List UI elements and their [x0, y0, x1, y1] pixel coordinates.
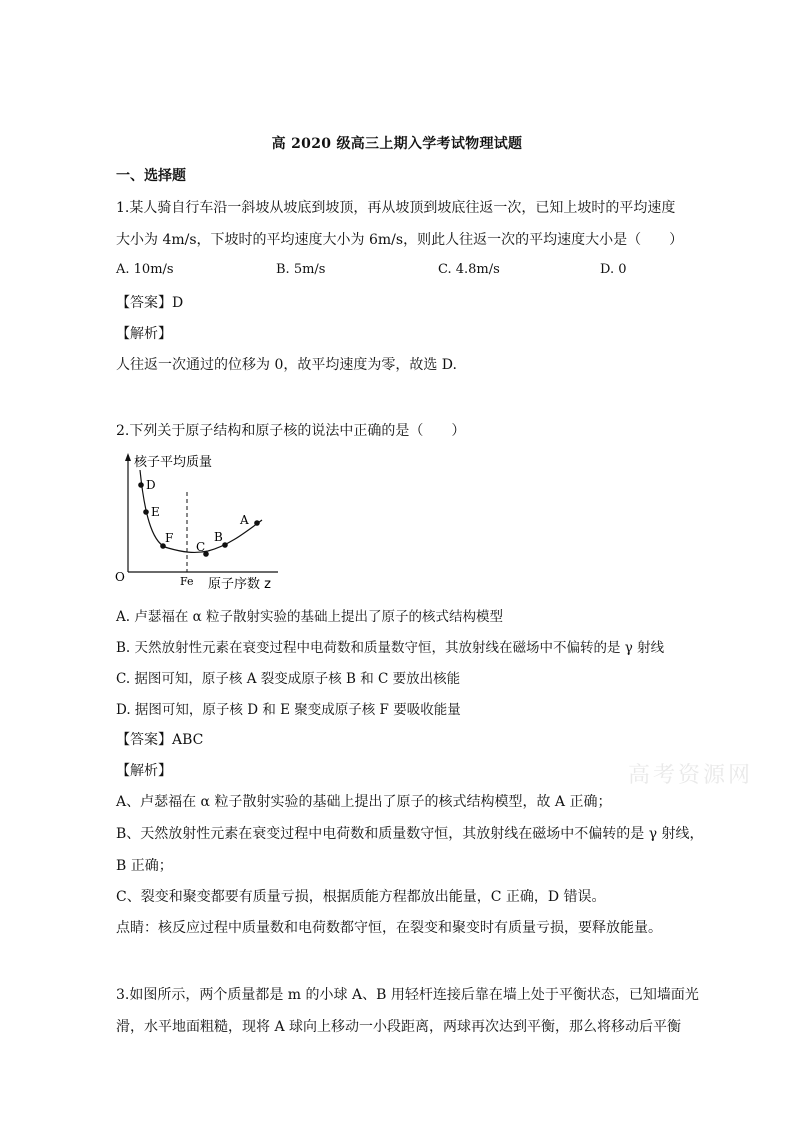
- section-heading: 一、选择题: [116, 168, 186, 184]
- q1-option-a: A. 10m/s: [116, 262, 174, 277]
- point-e: [143, 509, 149, 515]
- q1-analysis-label: 【解析】: [116, 326, 172, 342]
- label-b: B: [214, 530, 223, 544]
- q1-stem-line2: 大小为 4m/s，下坡时的平均速度大小为 6m/s，则此人往返一次的平均速度大小是（ ）: [116, 232, 684, 248]
- q2-note: 点睛：核反应过程中质量数和电荷数都守恒，在裂变和聚变时有质量亏损，要释放能量。: [116, 920, 662, 936]
- fe-label: Fe: [180, 575, 194, 588]
- q2-analysis-line2: B、天然放射性元素在衰变过程中电荷数和质量数守恒，其放射线在磁场中不偏转的是 γ 射线，: [116, 826, 704, 842]
- q3-stem-line1: 3.如图所示，两个质量都是 m 的小球 A、B 用轻杆连接后靠在墙上处于平衡状态，已知墙面光: [116, 987, 699, 1003]
- x-axis-label: 原子序数 z: [208, 577, 271, 592]
- q2-analysis-line1: A、卢瑟福在 α 粒子散射实验的基础上提出了原子的核式结构模型，故 A 正确；: [116, 794, 612, 810]
- y-axis-arrow-icon: [125, 453, 131, 461]
- point-b: [222, 542, 228, 548]
- q2-option-b: B. 天然放射性元素在衰变过程中电荷数和质量数守恒，其放射线在磁场中不偏转的是 γ 射线: [116, 640, 665, 656]
- q1-analysis: 人往返一次通过的位移为 0，故平均速度为零，故选 D.: [116, 357, 457, 373]
- q1-answer: 【答案】D: [116, 295, 184, 311]
- q2-analysis-label: 【解析】: [116, 763, 172, 779]
- q2-analysis-line3: B 正确；: [116, 858, 173, 874]
- label-a: A: [240, 513, 249, 527]
- origin-label: O: [115, 570, 125, 584]
- q2-option-d: D. 据图可知，原子核 D 和 E 聚变成原子核 F 要吸收能量: [116, 702, 461, 718]
- q3-stem-line2: 滑，水平地面粗糙，现将 A 球向上移动一小段距离，两球再次达到平衡，那么将移动后平衡: [116, 1019, 682, 1035]
- page-title: 高 2020 级高三上期入学考试物理试题: [271, 136, 523, 152]
- y-axis-label: 核子平均质量: [134, 455, 213, 470]
- point-a: [254, 520, 260, 526]
- q1-option-d: D. 0: [600, 262, 627, 277]
- label-e: E: [151, 505, 160, 519]
- label-d: D: [146, 478, 156, 492]
- q1-stem-line1: 1.某人骑自行车沿一斜坡从坡底到坡顶，再从坡顶到坡底往返一次，已知上坡时的平均速度: [116, 200, 676, 216]
- q2-analysis-line4: C、裂变和聚变都要有质量亏损，根据质能方程都放出能量，C 正确，D 错误。: [116, 889, 606, 905]
- q1-option-b: B. 5m/s: [276, 262, 326, 277]
- point-d: [138, 482, 144, 488]
- binding-energy-graph: [112, 450, 302, 595]
- label-f: F: [165, 531, 174, 545]
- q2-option-a: A. 卢瑟福在 α 粒子散射实验的基础上提出了原子的核式结构模型: [116, 609, 504, 625]
- q2-answer: 【答案】ABC: [116, 732, 204, 748]
- q1-option-c: C. 4.8m/s: [438, 262, 500, 277]
- label-c: C: [196, 540, 206, 554]
- q2-stem: 2.下列关于原子结构和原子核的说法中正确的是（ ）: [116, 423, 466, 439]
- watermark: 高考资源网: [628, 763, 754, 788]
- q2-option-c: C. 据图可知，原子核 A 裂变成原子核 B 和 C 要放出核能: [116, 671, 461, 687]
